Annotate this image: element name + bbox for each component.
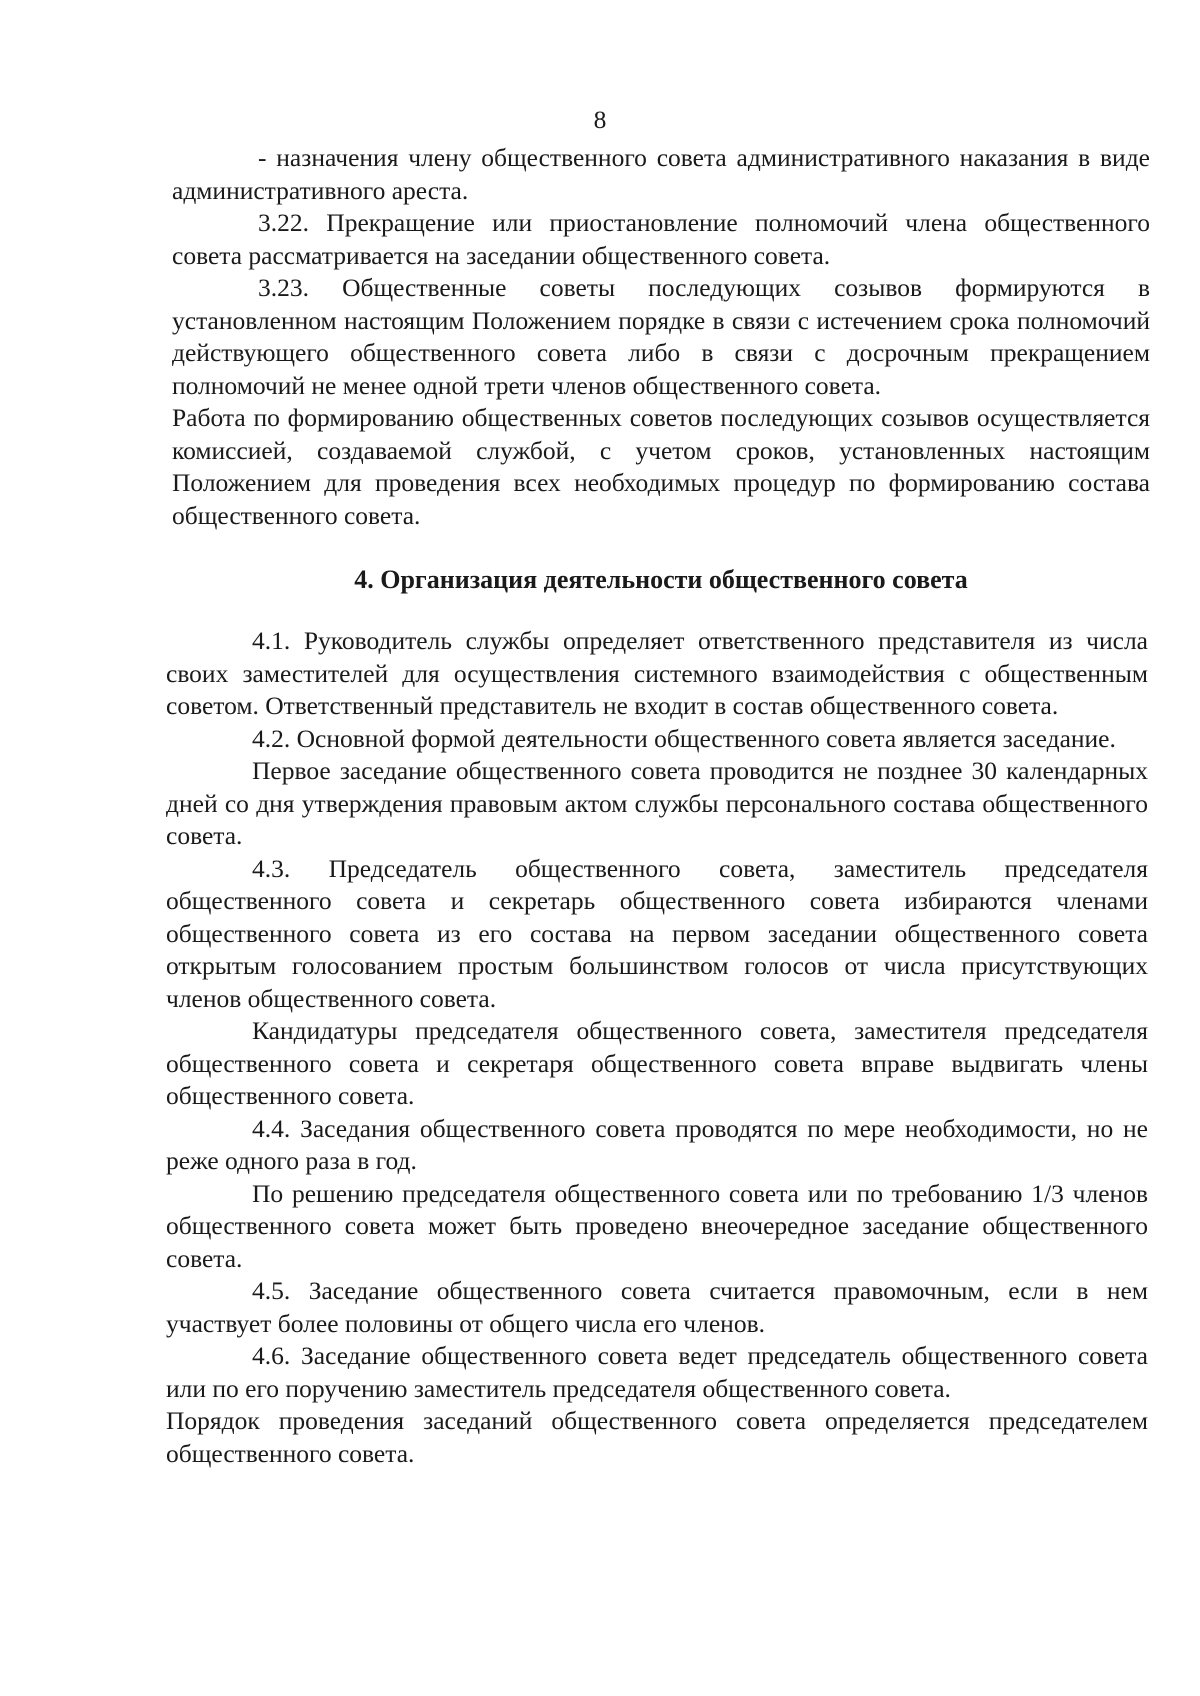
paragraph-4-1: 4.1. Руководитель службы определяет ответственного представителя из числа своих заместителей для осуществления системного взаимодействия с общественным советом. Ответственный представитель не входит в состав общественного совета. [166, 626, 1148, 720]
paragraph-4-2: 4.2. Основной формой деятельности общественного совета является заседание. [252, 723, 1116, 753]
paragraph-3-23-continuation: Работа по формированию общественных советов последующих созывов осуществляется комиссией, создаваемой службой, с учетом сроков, установленных настоящим Положением для проведения всех необходимых процедур по формированию состава общественного совета. [172, 403, 1150, 530]
paragraph-extraordinary-meeting: По решению председателя общественного совета или по требованию 1/3 членов общественного совета может быть проведено внеочередное заседание общественного совета. [166, 1178, 1148, 1273]
paragraph-first-meeting: Первое заседание общественного совета проводится не позднее 30 календарных дней со дня утверждения правовым актом службы персонального состава общественного совета. [166, 756, 1148, 850]
section-4-heading: 4. Организация деятельности общественного совета [354, 565, 968, 594]
paragraph-candidates: Кандидатуры председателя общественного совета, заместителя председателя общественного совета и секретаря общественного совета вправе выдвигать члены общественного совета. [166, 1016, 1148, 1110]
section-4-body [166, 625, 1148, 1470]
section-3-continuation [172, 142, 1150, 532]
page-number: 8 [593, 105, 607, 134]
paragraph-4-5: 4.5. Заседание общественного совета считается правомочным, если в нем участвует более половины от общего числа его членов. [166, 1276, 1148, 1338]
paragraph-3-22: 3.22. Прекращение или приостановление полномочий члена общественного совета рассматривается на заседании общественного совета. [172, 208, 1150, 270]
paragraph-4-3: 4.3. Председатель общественного совета, заместитель председателя общественного совета и секретарь общественного совета избираются членами общественного совета из его состава на первом заседании общественного совета открытым голосованием простым большинством голосов от числа присутствующих членов общественного совета. [166, 853, 1148, 1013]
paragraph-4-6-continuation: Порядок проведения заседаний общественного совета определяется председателем общественного совета. [166, 1406, 1148, 1468]
paragraph-3-23: 3.23. Общественные советы последующих созывов формируются в установленном настоящим Положением порядке в связи с истечением срока полномочий действующего общественного совета либо в связи с досрочным прекращением полномочий не менее одной трети членов общественного совета. [172, 273, 1150, 400]
paragraph-4-4: 4.4. Заседания общественного совета проводятся по мере необходимости, но не реже одного раза в год. [166, 1113, 1148, 1175]
paragraph-4-6: 4.6. Заседание общественного совета ведет председатель общественного совета или по его поручению заместитель председателя общественного совета. [166, 1341, 1148, 1403]
paragraph-admin-arrest: - назначения члену общественного совета административного наказания в виде административного ареста. [172, 143, 1150, 205]
